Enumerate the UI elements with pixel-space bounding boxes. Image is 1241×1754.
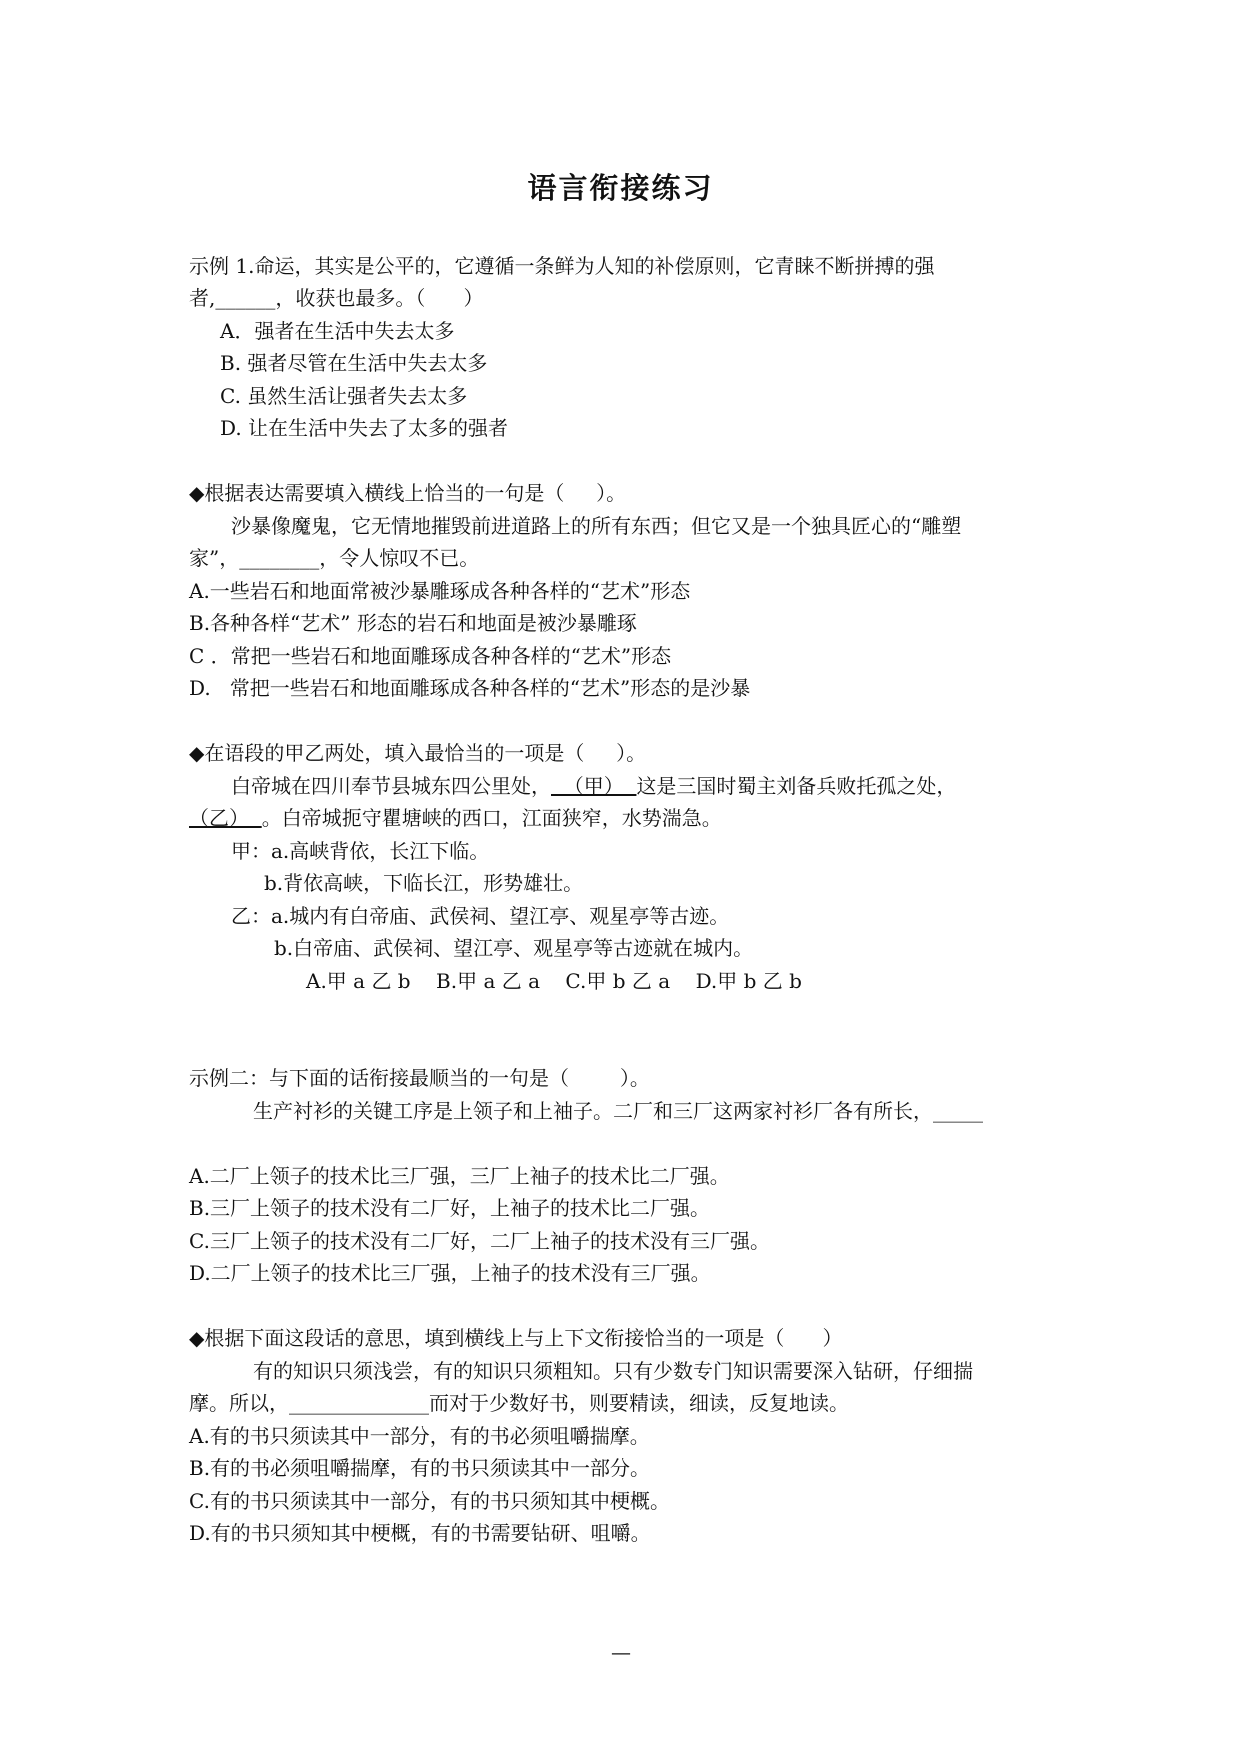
q3-option-a: A.有的书只须读其中一部分，有的书必须咀嚼揣摩。 [189,1424,650,1448]
page-title: 语言衔接练习 [527,171,714,205]
q3-prompt: ◆根据下面这段话的意思，填到横线上与上下文衔接恰当的一项是（ ） [189,1326,843,1350]
q1-para2: 家”，________，令人惊叹不已。 [189,546,480,570]
example2-option-d: D.二厂上领子的技术比三厂强，上袖子的技术没有三厂强。 [189,1261,711,1285]
q2-blank-yi: （乙） [189,806,262,830]
q2-blank-jia: （甲） [551,774,637,798]
example2-para: 生产衬衫的关键工序是上领子和上袖子。二厂和三厂这两家衬衫厂各有所长，_____ [253,1099,983,1123]
example1-option-b: B. 强者尽管在生活中失去太多 [220,351,488,375]
q2-para1-b: 这是三国时蜀主刘备兵败托孤之处， [636,774,957,798]
q2-para2-text: 。白帝城扼守瞿塘峡的西口，江面狭窄，水势湍急。 [261,806,722,830]
example1-line2: 者,______，收获也最多。（ ） [189,286,484,310]
q1-option-c: C ．常把一些岩石和地面雕琢成各种各样的“艺术”形态 [189,644,672,668]
example2-option-a: A.二厂上领子的技术比三厂强，三厂上袖子的技术比二厂强。 [189,1164,730,1188]
example1-option-a: A．强者在生活中失去太多 [220,319,455,343]
q2-para1-a: 白帝城在四川奉节县城东四公里处， [231,774,551,798]
q2-yi-b: b.白帝庙、武侯祠、望江亭、观星亭等古迹就在城内。 [274,936,754,960]
q2-jia-b: b.背依高峡，下临长江，形势雄壮。 [264,871,584,895]
q2-choices: A.甲 a 乙 b B.甲 a 乙 a C.甲 b 乙 a D.甲 b 乙 b [306,969,802,993]
example2-prompt: 示例二：与下面的话衔接最顺当的一句是（ ）。 [189,1066,650,1090]
q3-para1: 有的知识只须浅尝，有的知识只须粗知。只有少数专门知识需要深入钻研，仔细揣 [253,1359,973,1383]
q1-prompt: ◆根据表达需要填入横线上恰当的一句是（ ）。 [189,481,627,505]
q3-para2: 摩。所以，______________而对于少数好书，则要精读，细读，反复地读。 [189,1391,849,1415]
q2-prompt: ◆在语段的甲乙两处，填入最恰当的一项是（ ）。 [189,741,647,765]
q3-option-d: D.有的书只须知其中梗概，有的书需要钻研、咀嚼。 [189,1521,651,1545]
q1-option-b: B.各种各样“艺术” 形态的岩石和地面是被沙暴雕琢 [189,611,637,635]
example1-option-c: C. 虽然生活让强者失去太多 [220,384,468,408]
q2-yi-a: 乙：a.城内有白帝庙、武侯祠、望江亭、观星亭等古迹。 [231,904,730,928]
q2-para1 [231,773,956,799]
example1-option-d: D. 让在生活中失去了太多的强者 [220,416,509,440]
q2-jia-a: 甲：a.高峡背依，长江下临。 [231,839,490,863]
q3-option-b: B.有的书必须咀嚼揣摩，有的书只须读其中一部分。 [189,1456,651,1480]
q3-option-c: C.有的书只须读其中一部分，有的书只须知其中梗概。 [189,1489,670,1513]
page-footer-mark: — [611,1640,631,1664]
example2-option-c: C.三厂上领子的技术没有二厂好，二厂上袖子的技术没有三厂强。 [189,1229,770,1253]
q1-option-a: A.一些岩石和地面常被沙暴雕琢成各种各样的“艺术”形态 [189,579,691,603]
q2-para2 [189,805,722,831]
q1-para1: 沙暴像魔鬼，它无情地摧毁前进道路上的所有东西；但它又是一个独具匠心的“雕塑 [231,514,962,538]
example1-line1: 示例 1.命运，其实是公平的，它遵循一条鲜为人知的补偿原则，它青睐不断拼搏的强 [189,254,935,278]
q1-option-d: D. 常把一些岩石和地面雕琢成各种各样的“艺术”形态的是沙暴 [189,676,751,700]
example2-option-b: B.三厂上领子的技术没有二厂好，上袖子的技术比二厂强。 [189,1196,711,1220]
